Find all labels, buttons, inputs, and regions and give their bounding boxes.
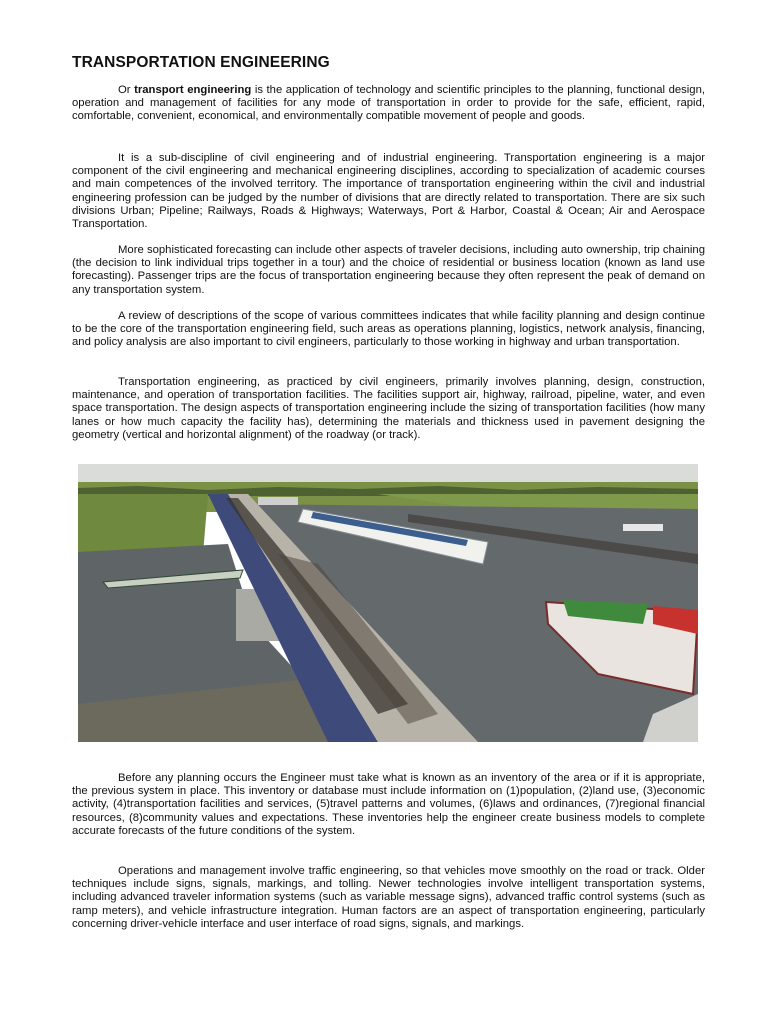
paragraph-3: More sophisticated forecasting can include other aspects of traveler decisions, including auto ownership, trip chaining (the decision to link individual trips together in a tour) and the choice of residential or business location (known as land use forecasting). Passenger trips are the focus of transportation engineering because they often represent the peak of demand on any transportation system. — [72, 244, 705, 296]
paragraph-1-rest: is the application of technology and scientific principles to the planning, functional design, operation and management of facilities for any mode of transportation in order to provide for the safe, efficient, rapid, comfortable, convenient, economical, and environmentally compatible movement of people and goods. — [72, 84, 705, 123]
water-bridge-photo — [78, 464, 698, 742]
paragraph-2: It is a sub-discipline of civil engineering and of industrial engineering. Transportation engineering is a major component of the civil engineering and mechanical engineering disciplines, according to specialization of academic courses and main competences of the involved territory. The importance of transportation engineering within the civil and industrial engineering profession can be judged by the number of divisions that are directly related to transportation. There are six such divisions Urban; Pipeline; Railways, Roads & Highways; Waterways, Port & Harbor, Coastal & Ocean; Air and Aerospace Transportation. — [72, 152, 705, 231]
paragraph-1-bold-term: transport engineering — [134, 84, 252, 96]
paragraph-6: Before any planning occurs the Engineer must take what is known as an inventory of the area or if it is appropriate, the previous system in place. This inventory or database must include information on (1)population, (2)land use, (3)economic activity, (4)transportation facilities and services, (5)travel patterns and volumes, (6)laws and ordinances, (7)regional financial resources, (8)community values and expectations. These inventories help the engineer create business models to complete accurate forecasts of the future conditions of the system. — [72, 772, 705, 837]
paragraph-7: Operations and management involve traffic engineering, so that vehicles move smoothly on the road or track. Older techniques include signs, signals, markings, and tolling. Newer technologies involve intelligent transportation systems, including advanced traveler information systems (such as variable message signs), advanced traffic control systems (such as ramp meters), and vehicle infrastructure integration. Human factors are an aspect of transportation engineering, particularly concerning driver-vehicle interface and user interface of road signs, signals, and markings. — [72, 865, 705, 930]
photo-small-boat — [623, 524, 663, 531]
page-title: TRANSPORTATION ENGINEERING — [72, 54, 330, 71]
paragraph-1-prefix: Or — [118, 84, 135, 96]
photo-illustration — [78, 464, 698, 742]
paragraph-4: A review of descriptions of the scope of various committees indicates that while facility planning and design continue to be the core of the transportation engineering field, such areas as operations planning, logistics, network analysis, financing, and policy analysis are also important to civil engineers, particularly to those working in highway and urban transportation. — [72, 310, 705, 349]
paragraph-1 — [72, 84, 705, 124]
photo-far-boat — [258, 497, 298, 505]
paragraph-5: Transportation engineering, as practiced by civil engineers, primarily involves planning, design, construction, maintenance, and operation of transportation facilities. The facilities support air, highway, railroad, pipeline, water, and even space transportation. The design aspects of transportation engineering include the sizing of transportation facilities (how many lanes or how much capacity the facility has), determining the materials and thickness used in pavement designing the geometry (vertical and horizontal alignment) of the roadway (or track). — [72, 376, 705, 441]
